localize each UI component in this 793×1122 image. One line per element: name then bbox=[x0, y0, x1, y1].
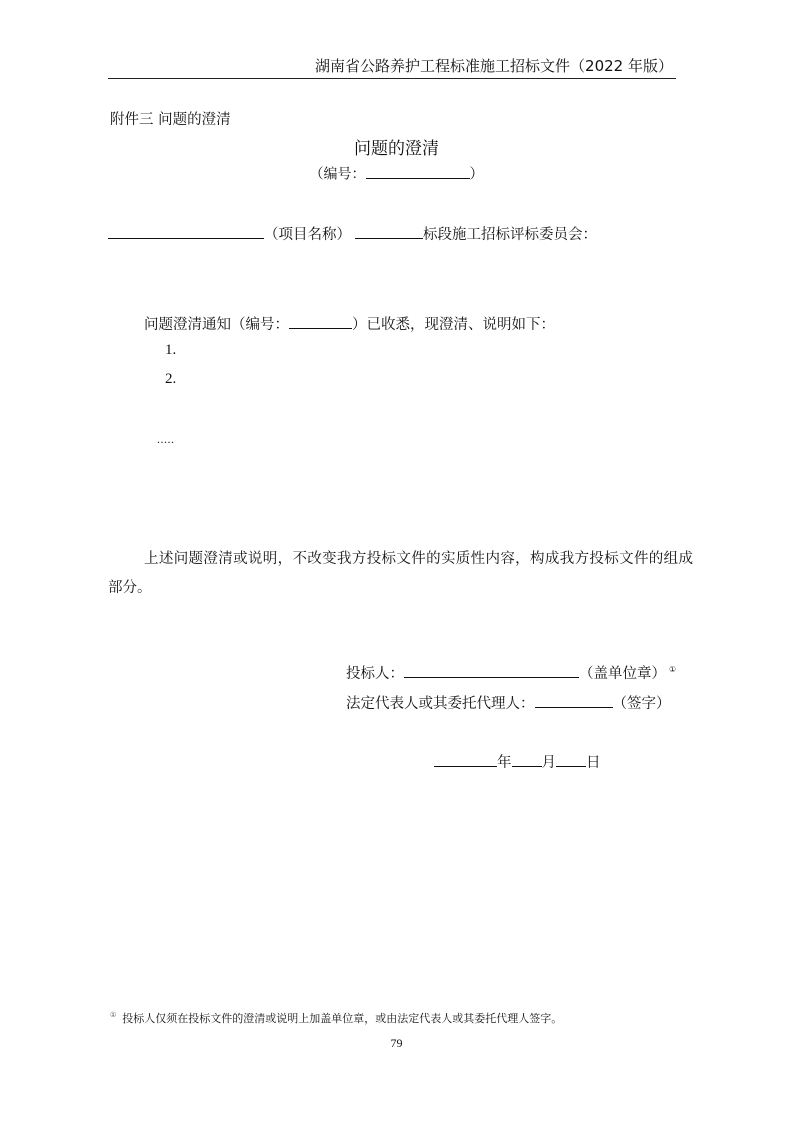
day-blank[interactable] bbox=[556, 751, 586, 767]
ellipsis: ..... bbox=[157, 432, 175, 446]
bidder-label: 投标人： bbox=[346, 666, 404, 683]
seal-note: （盖单位章） bbox=[579, 666, 666, 683]
footnote-mark: ① bbox=[110, 1011, 117, 1020]
number-blank[interactable] bbox=[366, 163, 470, 179]
footnote-text: 投标人仅须在投标文件的澄清或说明上加盖单位章，或由法定代表人或其委托代理人签字。 bbox=[122, 1012, 563, 1025]
footnote-ref: ① bbox=[669, 665, 677, 675]
number-line bbox=[0, 163, 793, 184]
running-header: 湖南省公路养护工程标准施工招标文件（2022 年版） bbox=[315, 57, 673, 75]
month-blank[interactable] bbox=[512, 751, 542, 767]
notice-number-blank[interactable] bbox=[289, 313, 352, 329]
rep-label: 法定代表人或其委托代理人： bbox=[346, 696, 535, 713]
bidder-blank[interactable] bbox=[404, 662, 579, 678]
page-number: 79 bbox=[390, 1036, 403, 1050]
number-close: ） bbox=[469, 166, 484, 183]
section-blank[interactable] bbox=[355, 223, 423, 239]
header-rule bbox=[108, 78, 676, 79]
year-blank[interactable] bbox=[434, 751, 497, 767]
project-name-blank[interactable] bbox=[108, 223, 264, 239]
day-label: 日 bbox=[586, 755, 601, 772]
notice-text-b: ）已收悉，现澄清、说明如下： bbox=[352, 317, 555, 334]
statement-paragraph: 上述问题澄清或说明，不改变我方投标文件的实质性内容，构成我方投标文件的组成部分。 bbox=[108, 551, 693, 596]
representative-line bbox=[346, 692, 671, 713]
footnote bbox=[110, 1010, 562, 1026]
list-item: 2. bbox=[165, 371, 177, 387]
rep-signature-blank[interactable] bbox=[535, 692, 613, 708]
date-line bbox=[434, 751, 601, 772]
month-label: 月 bbox=[541, 755, 556, 772]
annex-label: 附件三 问题的澄清 bbox=[110, 112, 231, 128]
bidder-line bbox=[346, 662, 676, 683]
committee-label: 标段施工招标评标委员会： bbox=[423, 227, 597, 244]
number-label: （编号： bbox=[309, 166, 366, 183]
sign-note: （签字） bbox=[612, 696, 671, 713]
year-label: 年 bbox=[497, 755, 512, 772]
notice-text-a: 问题澄清通知（编号： bbox=[144, 317, 289, 334]
notice-paragraph bbox=[144, 313, 555, 334]
addressee-line bbox=[108, 223, 597, 244]
list-item: 1. bbox=[165, 342, 177, 358]
document-title: 问题的澄清 bbox=[354, 139, 439, 159]
project-name-label: （项目名称） bbox=[264, 227, 351, 244]
